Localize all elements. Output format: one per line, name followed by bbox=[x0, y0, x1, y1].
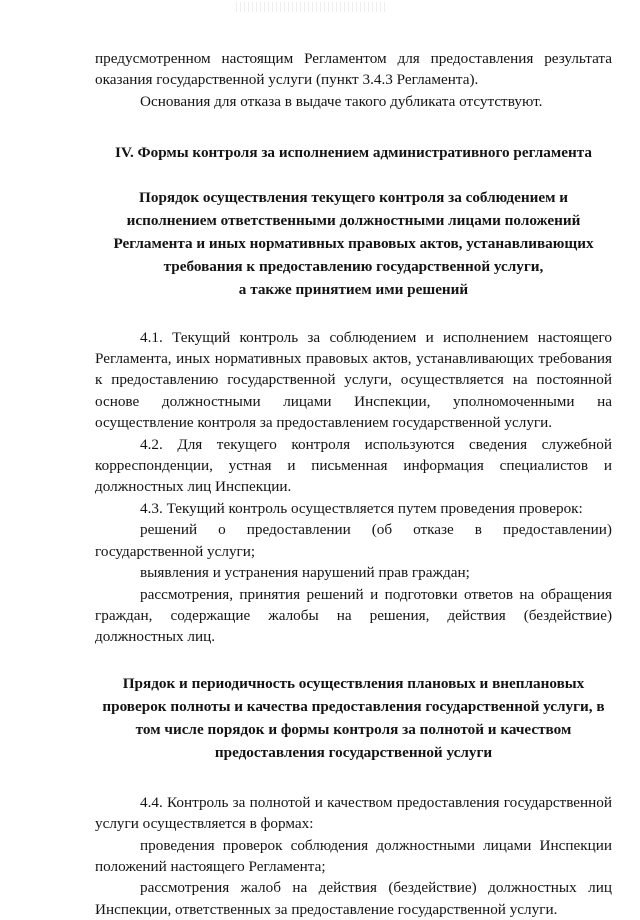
body-paragraph: рассмотрения, принятия решений и подготовки ответов на обращения граждан, содержащие жалобы на решения, действия (бездействие) должностных лиц. bbox=[95, 585, 612, 646]
continuation-paragraph: Основания для отказа в выдаче такого дубликата отсутствуют. bbox=[140, 92, 543, 110]
subsection-heading bbox=[95, 672, 612, 764]
heading-line: проверок полноты и качества предоставления государственной услуги, в bbox=[102, 697, 605, 715]
body-paragraph: 4.1. Текущий контроль за соблюдением и исполнением настоящего Регламента, иных нормативных правовых актов, устанавливающих требования к предоставлению государственной услуги, осуществляется на постоянной основе должностными лицами Инспекции, уполномоченными на осуществление контроля за предоставлением государственной услуги. bbox=[95, 328, 612, 432]
scan-artifact bbox=[236, 2, 386, 12]
continuation-paragraph: предусмотренном настоящим Регламентом для предоставления результата оказания государственной услуги (пункт 3.4.3 Регламента). bbox=[95, 50, 612, 89]
body-paragraph: 4.4. Контроль за полнотой и качеством предоставления государственной услуги осуществляется в формах: bbox=[95, 793, 612, 833]
body-paragraph: 4.2. Для текущего контроля используются сведения служебной корреспонденции, устная и письменная информация специалистов и должностных лиц Инспекции. bbox=[95, 435, 612, 496]
body-paragraph: проведения проверок соблюдения должностными лицами Инспекции положений настоящего Регламента; bbox=[95, 836, 612, 875]
body-paragraph: выявления и устранения нарушений прав граждан; bbox=[140, 564, 470, 582]
heading-line: а также принятием ими решений bbox=[238, 280, 469, 298]
heading-line: том числе порядок и формы контроля за полнотой и качеством bbox=[135, 720, 572, 738]
heading-line: требования к предоставлению государственной услуги, bbox=[163, 257, 544, 275]
body-paragraph: 4.3. Текущий контроль осуществляется путем проведения проверок: bbox=[140, 499, 583, 517]
body-paragraph: решений о предоставлении (об отказе в предоставлении) государственной услуги; bbox=[95, 521, 612, 560]
body-paragraph: рассмотрения жалоб на действия (бездействие) должностных лиц Инспекции, ответственных за предоставление государственной услуги. bbox=[95, 879, 612, 918]
subsection-heading bbox=[95, 186, 612, 301]
heading-line: исполнением ответственными должностными лицами положений bbox=[126, 211, 581, 229]
heading-line: Порядок осуществления текущего контроля за соблюдением и bbox=[139, 188, 568, 206]
section-title: IV. Формы контроля за исполнением административного регламента bbox=[115, 144, 592, 162]
heading-line: Прядок и периодичность осуществления плановых и внеплановых bbox=[122, 674, 585, 692]
heading-line: предоставления государственной услуги bbox=[214, 743, 493, 761]
document-page bbox=[95, 48, 612, 920]
heading-line: Регламента и иных нормативных правовых актов, устанавливающих bbox=[113, 234, 594, 252]
